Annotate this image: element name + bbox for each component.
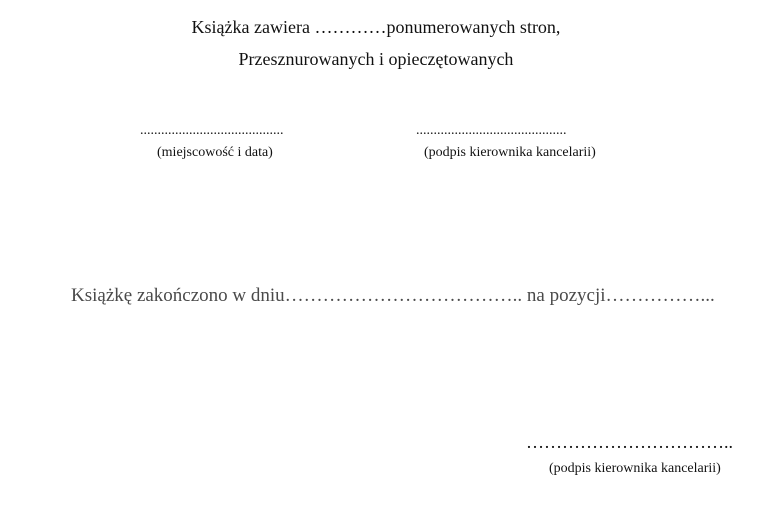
manager-signature-line-top: ........................................... — [416, 123, 567, 138]
place-date-signature-line: ......................................... — [140, 123, 284, 138]
completion-statement: Książkę zakończono w dniu……………………………….. na pozycji……………... — [71, 285, 715, 306]
manager-signature-line-bottom: …………………………….. — [526, 432, 733, 452]
place-date-caption: (miejscowość i data) — [157, 145, 273, 160]
manager-signature-caption-top: (podpis kierownika kancelarii) — [424, 145, 596, 160]
manager-signature-caption-bottom: (podpis kierownika kancelarii) — [549, 461, 721, 476]
binding-statement: Przesznurowanych i opieczętowanych — [238, 49, 514, 69]
pages-count-statement: Książka zawiera …………ponumerowanych stron, — [191, 17, 561, 37]
